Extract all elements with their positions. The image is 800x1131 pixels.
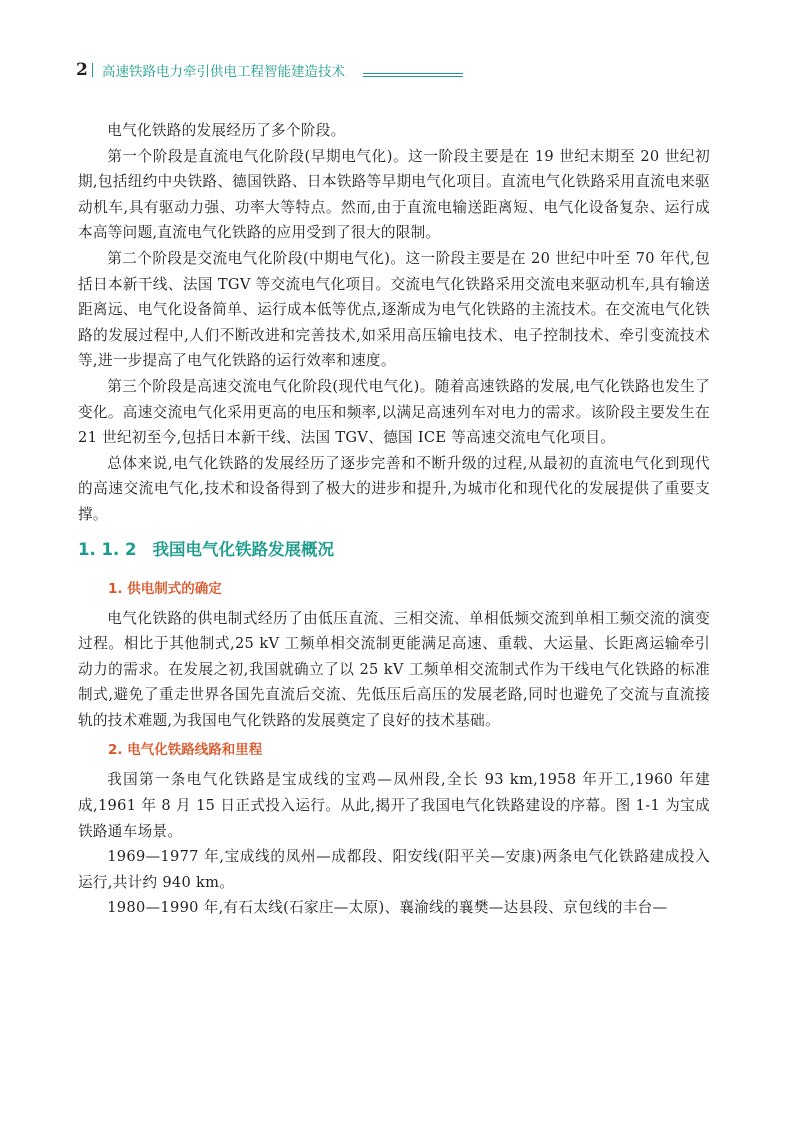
paragraph: 我国第一条电气化铁路是宝成线的宝鸡—凤州段,全长 93 km,1958 年开工,1960 年建成,1961 年 8 月 15 日正式投入运行。从此,揭开了我国电气化铁路建设的序幕。图 1-1 为宝成铁路通车场景。 [78,771,710,840]
page-body [78,118,710,921]
running-header [76,58,716,88]
paragraph: 1969—1977 年,宝成线的凤州—成都段、阳安线(阳平关—安康)两条电气化铁路建成投入运行,共计约 940 km。 [78,848,710,891]
page-number: 2 [76,60,88,80]
section-heading [78,532,710,572]
section-title: 我国电气化铁路发展概况 [152,539,334,559]
section-number: 1. 1. 2 [78,539,137,559]
paragraph: 第二个阶段是交流电气化阶段(中期电气化)。这一阶段主要是在 20 世纪中叶至 70 年代,包括日本新干线、法国 TGV 等交流电气化项目。交流电气化铁路采用交流电来驱动机车,具有输送距离远、电气化设备简单、运行成本低等优点,逐渐成为电气化铁路的主流技术。在交流电气化铁路的发展过程中,人们不断改进和完善技术,如采用高压输电技术、电子控制技术、牵引变流技术等,进一步提高了电气化铁路的运行效率和速度。 [78,249,710,370]
header-rule [363,73,463,74]
paragraph: 电气化铁路的供电制式经历了由低压直流、三相交流、单相低频交流到单相工频交流的演变过程。相比于其他制式,25 kV 工频单相交流制更能满足高速、重载、大运量、长距离运输牵引动力的需求。在发展之初,我国就确立了以 25 kV 工频单相交流制式作为干线电气化铁路的标准制式,避免了重走世界各国先直流后交流、先低压后高压的发展老路,同时也避免了交流与直流接轨的技术难题,为我国电气化铁路的发展奠定了良好的技术基础。 [78,609,710,729]
paragraph: 电气化铁路的发展经历了多个阶段。 [107,122,346,139]
running-title: 高速铁路电力牵引供电工程智能建造技术 [102,64,345,80]
subsection-heading: 2. 电气化铁路线路和里程 [108,742,263,759]
subsection-heading: 1. 供电制式的确定 [108,580,222,597]
paragraph: 第三个阶段是高速交流电气化阶段(现代电气化)。随着高速铁路的发展,电气化铁路也发生了变化。高速交流电气化采用更高的电压和频率,以满足高速列车对电力的需求。该阶段主要发生在 21 世纪初至今,包括日本新干线、法国 TGV、德国 ICE 等高速交流电气化项目。 [78,377,710,447]
header-rule-2 [363,76,463,77]
paragraph: 第一个阶段是直流电气化阶段(早期电气化)。这一阶段主要是在 19 世纪末期至 20 世纪初期,包括纽约中央铁路、德国铁路、日本铁路等早期电气化项目。直流电气化铁路采用直流电来驱动机车,具有驱动力强、功率大等特点。然而,由于直流电输送距离短、电气化设备复杂、运行成本高等问题,直流电气化铁路的应用受到了很大的限制。 [78,147,710,242]
header-divider [92,63,93,77]
paragraph: 总体来说,电气化铁路的发展经历了逐步完善和不断升级的过程,从最初的直流电气化到现代的高速交流电气化,技术和设备得到了极大的进步和提升,为城市化和现代化的发展提供了重要支撑。 [78,454,710,523]
paragraph: 1980—1990 年,有石太线(石家庄—太原)、襄渝线的襄樊—达县段、京包线的丰台— [107,899,668,917]
